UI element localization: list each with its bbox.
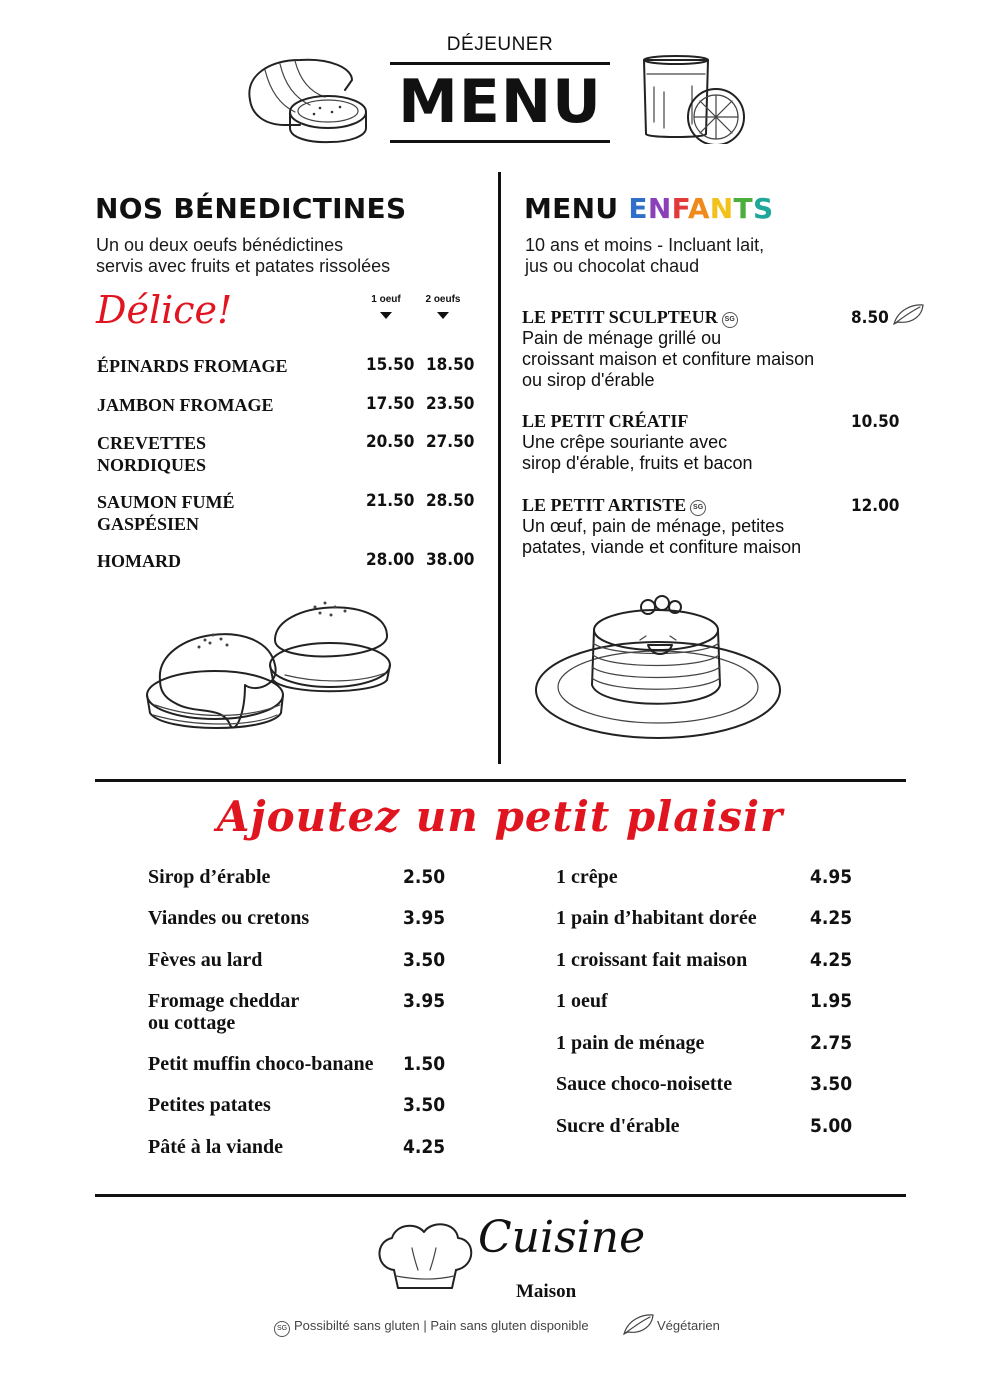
item-description-line2: croissant maison et confiture maison xyxy=(522,349,815,369)
extra-name: Fèves au lard xyxy=(148,949,263,971)
gluten-free-badge: SG xyxy=(274,1321,290,1337)
price-2-eggs: 18.50 xyxy=(426,355,475,375)
list-item xyxy=(148,1136,446,1158)
leaf-icon xyxy=(890,302,926,328)
extra-name: 1 pain d’habitant dorée xyxy=(556,907,757,929)
title-rule-top xyxy=(390,62,610,65)
item-price: 10.50 xyxy=(851,412,900,432)
list-item xyxy=(148,866,446,888)
item-name: JAMBON FROMAGE xyxy=(97,395,274,415)
extra-name: Viandes ou cretons xyxy=(148,907,310,929)
extra-name: Sirop d’érable xyxy=(148,866,271,888)
brand-script: Cuisine xyxy=(478,1212,646,1263)
enfants-title-letter: E xyxy=(628,192,648,225)
extra-price: 3.95 xyxy=(403,907,446,929)
item-price: 8.50 xyxy=(851,308,889,328)
extra-price: 3.50 xyxy=(403,1094,446,1116)
brand-sub: Maison xyxy=(516,1281,577,1302)
extra-name: Sauce choco-noisette xyxy=(556,1073,733,1095)
extra-name: 1 croissant fait maison xyxy=(556,949,748,971)
extra-name: Petites patates xyxy=(148,1094,271,1116)
list-item xyxy=(148,1094,446,1116)
list-item xyxy=(97,432,487,476)
bread-icon xyxy=(240,50,375,145)
extra-name: 1 pain de ménage xyxy=(556,1032,705,1054)
price-2-eggs: 23.50 xyxy=(426,394,475,414)
item-description-line2: sirop d'érable, fruits et bacon xyxy=(522,453,753,473)
list-item xyxy=(556,949,876,971)
item-description-line3: ou sirop d'érable xyxy=(522,370,655,390)
list-item xyxy=(148,949,446,971)
column-divider xyxy=(498,172,501,764)
chef-hat-icon xyxy=(372,1220,478,1294)
item-name: HOMARD xyxy=(97,551,181,571)
benedictines-description-line2: servis avec fruits et patates rissolées xyxy=(96,256,391,276)
item-name: ÉPINARDS FROMAGE xyxy=(97,356,288,376)
price-2-eggs: 28.50 xyxy=(426,491,475,511)
price-1-egg: 28.00 xyxy=(366,550,415,570)
item-name-line1: CREVETTES xyxy=(97,433,207,453)
gluten-free-badge: SG xyxy=(690,500,706,516)
list-item xyxy=(522,410,922,474)
list-item xyxy=(556,1073,876,1095)
extra-price: 2.50 xyxy=(403,866,446,888)
list-item xyxy=(522,306,922,391)
benedictines-title: NOS BÉNEDICTINES xyxy=(95,192,407,225)
extra-price: 4.95 xyxy=(810,866,853,888)
extra-name-line2: ou cottage xyxy=(148,1012,236,1034)
extra-name-line1: Fromage cheddar xyxy=(148,990,300,1012)
item-name: LE PETIT CRÉATIF xyxy=(522,411,689,431)
extra-price: 4.25 xyxy=(810,907,853,929)
item-name-line2: NORDIQUES xyxy=(97,455,207,475)
enfants-title-letter: F xyxy=(671,192,688,225)
item-description-line2: patates, viande et confiture maison xyxy=(522,537,802,557)
eggs-benedict-icon xyxy=(135,585,400,750)
extra-price: 2.75 xyxy=(810,1032,853,1054)
price-2-eggs: 27.50 xyxy=(426,432,475,452)
price-1-egg: 15.50 xyxy=(366,355,415,375)
menu-title: MENU xyxy=(398,67,602,137)
benedictines-description-line1: Un ou deux oeufs bénédictines xyxy=(96,235,344,255)
price-1-egg: 20.50 xyxy=(366,432,415,452)
list-item xyxy=(148,990,446,1034)
enfants-title-letter: N xyxy=(709,192,734,225)
col-2-arrow-icon xyxy=(437,312,449,319)
juice-orange-icon xyxy=(636,52,751,144)
list-item xyxy=(556,866,853,888)
extra-name: 1 oeuf xyxy=(556,990,608,1012)
leaf-icon xyxy=(620,1312,656,1338)
extra-price: 1.95 xyxy=(810,990,853,1012)
legend-gluten-text: Possibilté sans gluten | Pain sans gluten disponible xyxy=(294,1318,589,1333)
col-header-1-egg: 1 oeuf xyxy=(371,294,401,305)
enfants-description-line2: jus ou chocolat chaud xyxy=(525,256,700,276)
price-2-eggs: 38.00 xyxy=(426,550,475,570)
list-item xyxy=(522,494,922,558)
item-name-line2: GASPÉSIEN xyxy=(97,514,200,534)
price-1-egg: 17.50 xyxy=(366,394,415,414)
enfants-title-letter: S xyxy=(752,192,774,225)
price-1-egg: 21.50 xyxy=(366,491,415,511)
extra-price: 1.50 xyxy=(403,1053,446,1075)
extra-name: Petit muffin choco-banane xyxy=(148,1053,374,1075)
enfants-title-letter: T xyxy=(733,192,753,225)
list-item xyxy=(97,394,487,416)
item-description-line1: Un œuf, pain de ménage, petites xyxy=(522,516,785,536)
extra-price: 3.50 xyxy=(403,949,446,971)
extra-name: 1 crêpe xyxy=(556,866,618,888)
list-item xyxy=(556,990,853,1012)
extra-price: 4.25 xyxy=(810,949,853,971)
delice-badge: Délice! xyxy=(96,288,233,332)
section-divider-top xyxy=(95,779,906,782)
item-name-line1: SAUMON FUMÉ xyxy=(97,492,235,512)
extra-price: 5.00 xyxy=(810,1115,853,1137)
footer-legend xyxy=(274,1318,589,1337)
list-item xyxy=(148,1053,468,1075)
extra-price: 3.50 xyxy=(810,1073,853,1095)
enfants-title-letter: N xyxy=(647,192,672,225)
enfants-title-menu: MENU xyxy=(524,192,629,225)
pancakes-icon xyxy=(530,585,785,745)
list-item xyxy=(97,550,487,572)
item-name: LE PETIT SCULPTEUR xyxy=(522,307,718,327)
item-description-line1: Pain de ménage grillé ou xyxy=(522,328,722,348)
list-item xyxy=(148,907,446,929)
list-item xyxy=(97,355,487,377)
col-1-arrow-icon xyxy=(380,312,392,319)
item-description-line1: Une crêpe souriante avec xyxy=(522,432,728,452)
title-rule-bottom xyxy=(390,140,610,143)
extra-price: 3.95 xyxy=(403,990,446,1012)
list-item xyxy=(556,1115,853,1137)
list-item xyxy=(97,491,487,535)
extra-name: Pâté à la viande xyxy=(148,1136,283,1158)
enfants-title-letter: A xyxy=(687,192,710,225)
item-name: LE PETIT ARTISTE xyxy=(522,495,687,515)
list-item xyxy=(556,1032,876,1054)
enfants-title-rainbow xyxy=(628,192,773,225)
legend-veg-text: Végétarien xyxy=(657,1318,720,1333)
section-divider-bottom xyxy=(95,1194,906,1197)
menu-subtitle: DÉJEUNER xyxy=(446,34,554,55)
extra-name: Sucre d'érable xyxy=(556,1115,680,1137)
col-header-2-eggs: 2 oeufs xyxy=(425,294,461,305)
enfants-description-line1: 10 ans et moins - Incluant lait, xyxy=(525,235,765,255)
gluten-free-badge: SG xyxy=(722,312,738,328)
list-item xyxy=(556,907,876,929)
item-price: 12.00 xyxy=(851,496,900,516)
extras-title: Ajoutez un petit plaisir xyxy=(216,792,784,841)
enfants-title xyxy=(524,192,773,225)
extra-price: 4.25 xyxy=(403,1136,446,1158)
